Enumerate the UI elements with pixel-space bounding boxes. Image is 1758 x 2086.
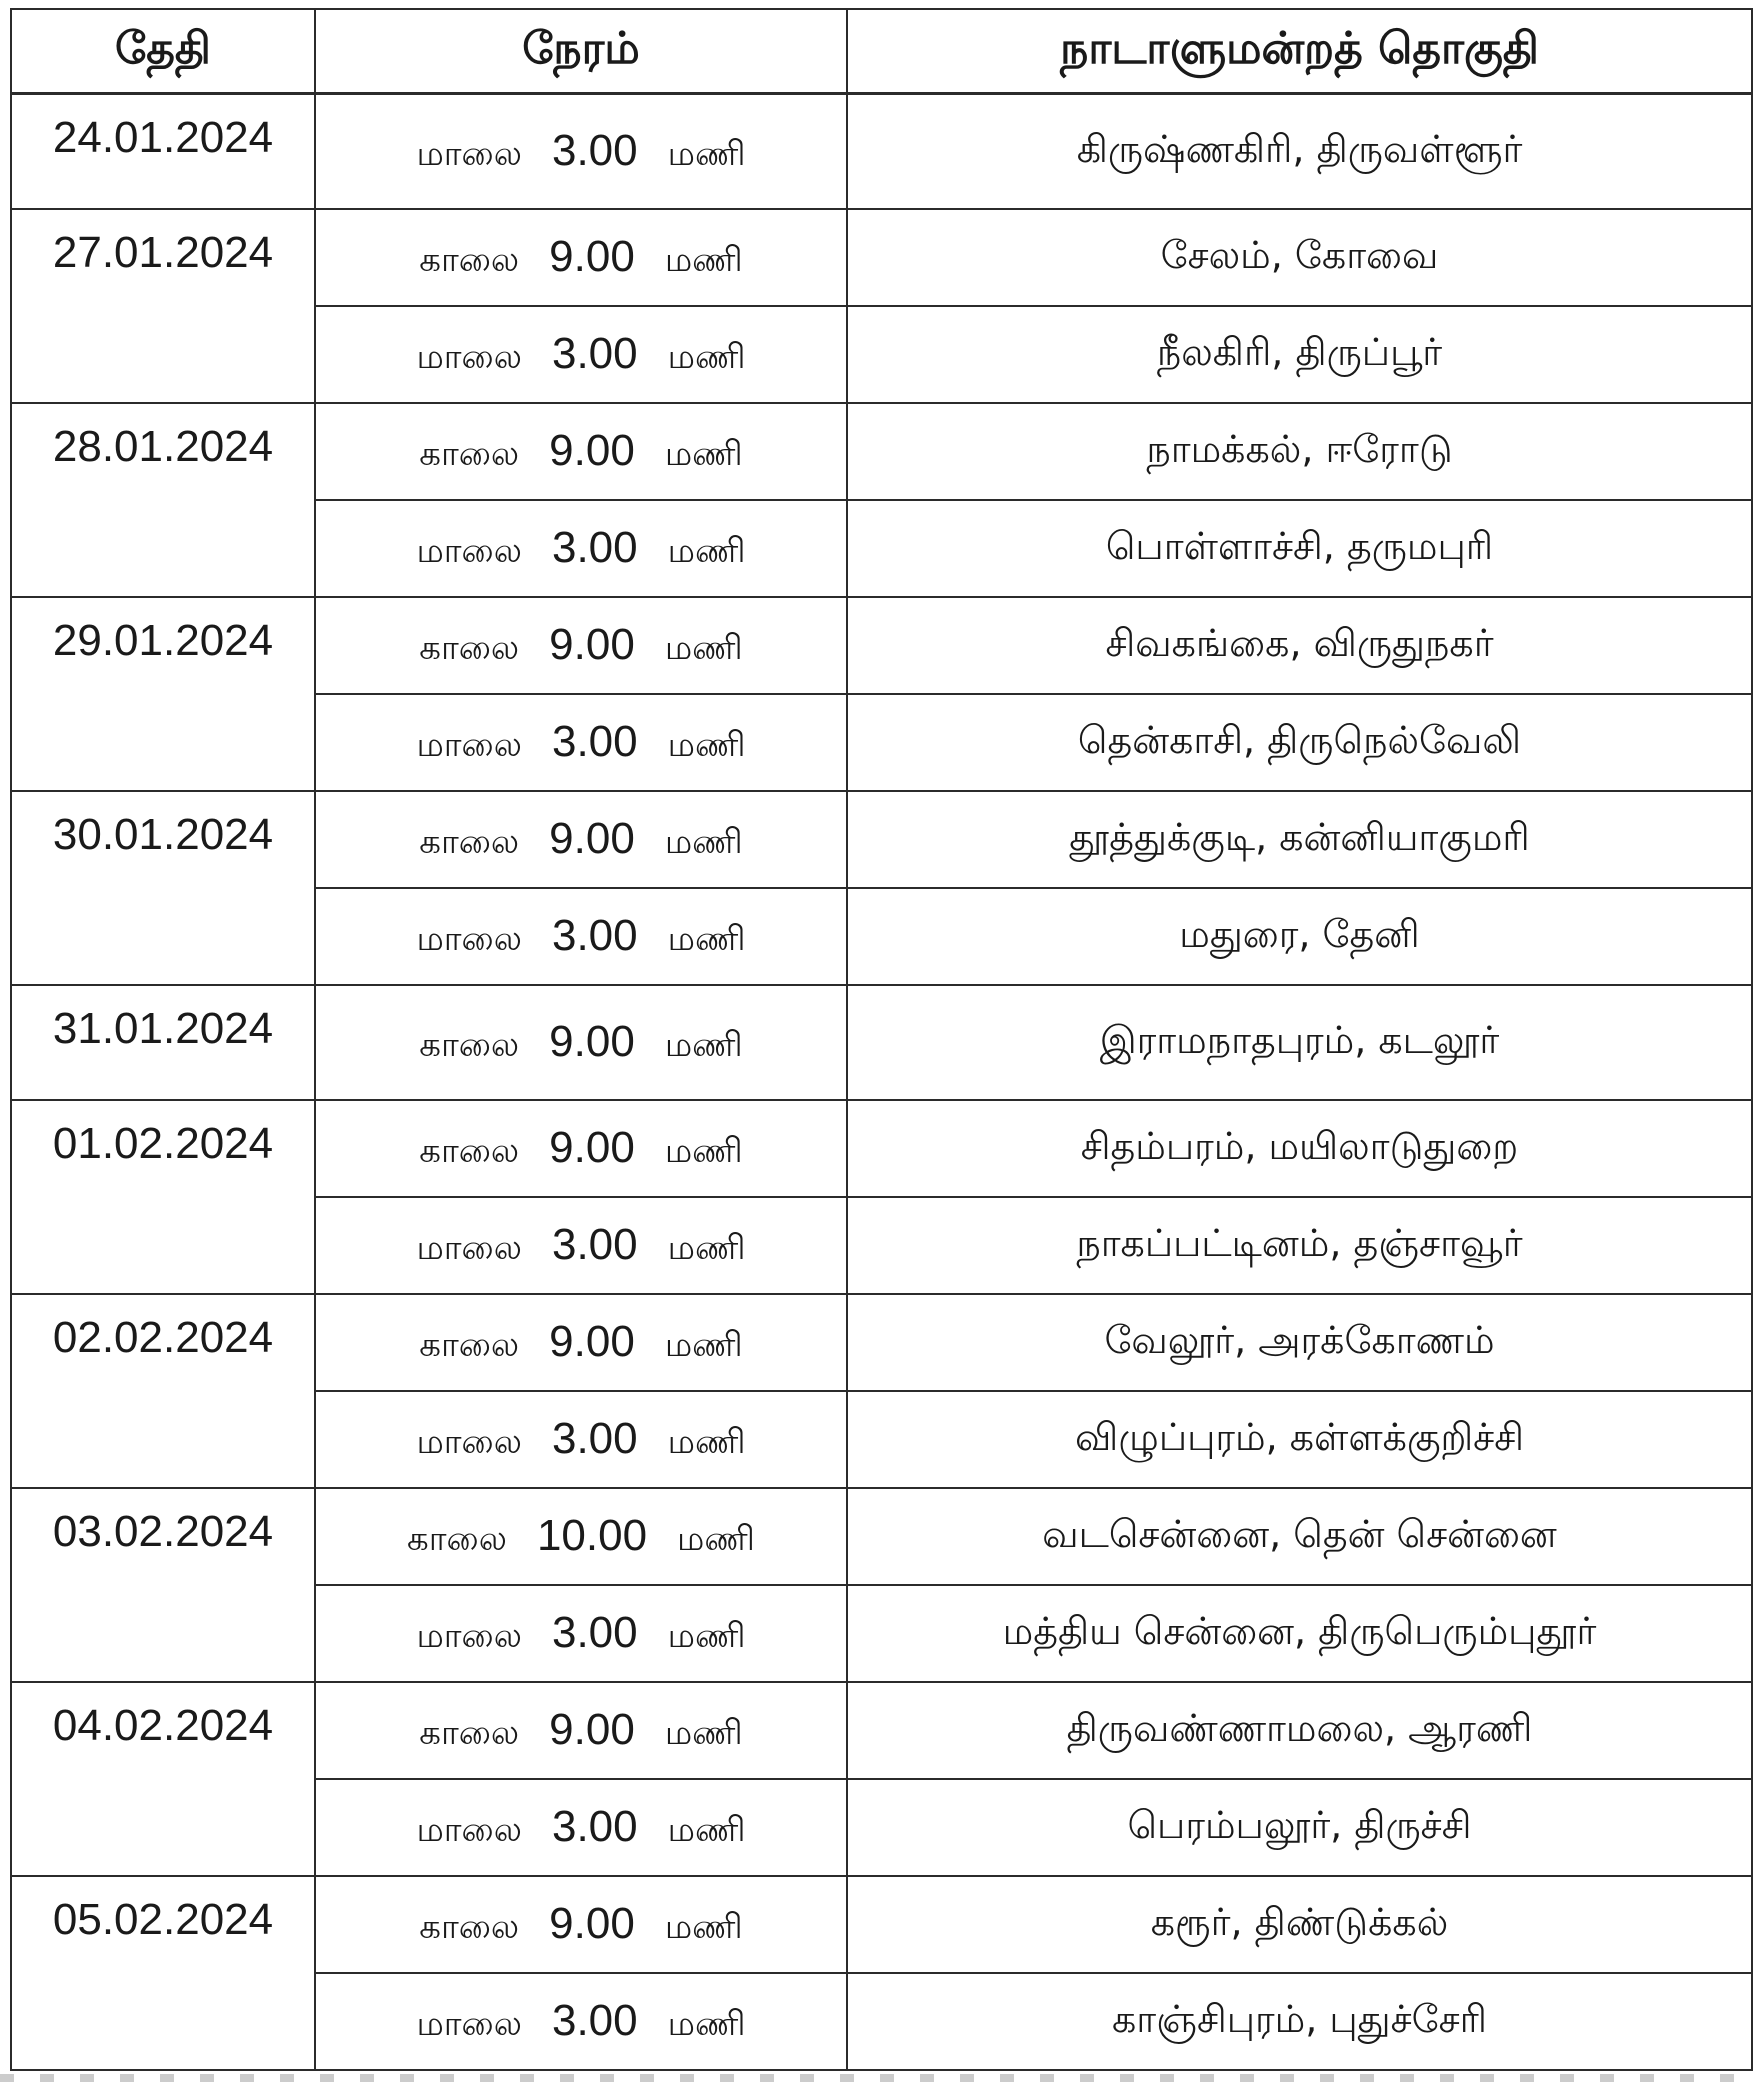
- constituency-cell: தென்காசி, திருநெல்வேலி: [847, 694, 1752, 791]
- header-row: [11, 9, 1752, 94]
- constituency-cell: தூத்துக்குடி, கன்னியாகுமரி: [847, 791, 1752, 888]
- constituency-cell: சேலம், கோவை: [847, 209, 1752, 306]
- table-row: [11, 1876, 1752, 1973]
- time-unit: மணி: [664, 433, 743, 474]
- constituency-cell: திருவண்ணாமலை, ஆரணி: [847, 1682, 1752, 1779]
- constituency-cell: பொள்ளாச்சி, தருமபுரி: [847, 500, 1752, 597]
- time-period: காலை: [419, 433, 520, 474]
- time-clock: 3.00: [551, 1607, 638, 1657]
- constituency-cell: விழுப்புரம், கள்ளக்குறிச்சி: [847, 1391, 1752, 1488]
- time-clock: 9.00: [549, 619, 635, 669]
- date-cell: 31.01.2024: [11, 985, 315, 1100]
- time-unit: மணி: [667, 1809, 746, 1850]
- constituency-cell: வேலூர், அரக்கோணம்: [847, 1294, 1752, 1391]
- header-time: நேரம்: [315, 9, 847, 94]
- time-clock: 10.00: [536, 1510, 648, 1560]
- time-unit: மணி: [664, 1324, 743, 1365]
- constituency-cell: சிதம்பரம், மயிலாடுதுறை: [847, 1100, 1752, 1197]
- header-date: தேதி: [11, 9, 315, 94]
- time-period: மாலை: [416, 1421, 522, 1462]
- time-cell: [315, 94, 847, 210]
- table-row: [11, 791, 1752, 888]
- time-period: மாலை: [416, 918, 522, 959]
- time-cell: [315, 500, 847, 597]
- date-cell: 30.01.2024: [11, 791, 315, 985]
- time-clock: 3.00: [551, 716, 638, 766]
- time-clock: 3.00: [551, 1219, 638, 1269]
- date-cell: 04.02.2024: [11, 1682, 315, 1876]
- time-unit: மணி: [664, 821, 743, 862]
- time-clock: 3.00: [551, 910, 638, 960]
- time-cell: [315, 694, 847, 791]
- time-period: காலை: [407, 1518, 507, 1559]
- date-cell: 27.01.2024: [11, 209, 315, 403]
- constituency-cell: கரூர், திண்டுக்கல்: [847, 1876, 1752, 1973]
- time-clock: 9.00: [549, 1704, 635, 1754]
- constituency-cell: நாகப்பட்டினம், தஞ்சாவூர்: [847, 1197, 1752, 1294]
- time-unit: மணி: [664, 239, 743, 280]
- time-clock: 9.00: [549, 1016, 635, 1066]
- time-clock: 9.00: [549, 1316, 635, 1366]
- constituency-cell: பெரம்பலூர், திருச்சி: [847, 1779, 1752, 1876]
- constituency-cell: காஞ்சிபுரம், புதுச்சேரி: [847, 1973, 1752, 2070]
- time-unit: மணி: [667, 2003, 746, 2044]
- time-cell: [315, 1973, 847, 2070]
- date-cell: 03.02.2024: [11, 1488, 315, 1682]
- time-period: மாலை: [416, 133, 522, 174]
- time-clock: 3.00: [551, 522, 638, 572]
- time-period: மாலை: [416, 336, 522, 377]
- time-clock: 3.00: [551, 1995, 638, 2045]
- table-row: [11, 1488, 1752, 1585]
- time-unit: மணி: [667, 918, 746, 959]
- time-period: காலை: [419, 627, 520, 668]
- time-cell: [315, 1197, 847, 1294]
- time-clock: 9.00: [549, 231, 635, 281]
- time-unit: மணி: [667, 1421, 746, 1462]
- time-unit: மணி: [667, 336, 746, 377]
- time-cell: [315, 888, 847, 985]
- table-body: [11, 94, 1752, 2071]
- constituency-cell: நீலகிரி, திருப்பூர்: [847, 306, 1752, 403]
- table-row: [11, 1100, 1752, 1197]
- time-period: மாலை: [416, 1809, 522, 1850]
- time-cell: [315, 791, 847, 888]
- date-cell: 01.02.2024: [11, 1100, 315, 1294]
- time-clock: 9.00: [549, 1898, 635, 1948]
- time-period: மாலை: [416, 1227, 522, 1268]
- table-row: [11, 1682, 1752, 1779]
- time-period: காலை: [419, 1324, 520, 1365]
- date-cell: 29.01.2024: [11, 597, 315, 791]
- time-cell: [315, 985, 847, 1100]
- table-header: [11, 9, 1752, 94]
- table-row: [11, 94, 1752, 210]
- time-period: காலை: [419, 1906, 520, 1947]
- date-cell: 02.02.2024: [11, 1294, 315, 1488]
- time-cell: [315, 1585, 847, 1682]
- time-unit: மணி: [664, 1130, 743, 1171]
- constituency-cell: கிருஷ்ணகிரி, திருவள்ளூர்: [847, 94, 1752, 210]
- table-row: [11, 1294, 1752, 1391]
- time-cell: [315, 209, 847, 306]
- bottom-scan-rule: [0, 2074, 1758, 2082]
- time-unit: மணி: [667, 1227, 746, 1268]
- table-row: [11, 209, 1752, 306]
- time-cell: [315, 1488, 847, 1585]
- schedule-table: [10, 8, 1753, 2071]
- time-cell: [315, 1391, 847, 1488]
- time-unit: மணி: [664, 627, 743, 668]
- time-period: காலை: [419, 821, 520, 862]
- constituency-cell: மதுரை, தேனி: [847, 888, 1752, 985]
- table-row: [11, 985, 1752, 1100]
- time-unit: மணி: [664, 1712, 743, 1753]
- constituency-cell: சிவகங்கை, விருதுநகர்: [847, 597, 1752, 694]
- time-cell: [315, 1294, 847, 1391]
- time-cell: [315, 403, 847, 500]
- header-constituency: நாடாளுமன்றத் தொகுதி: [847, 9, 1752, 94]
- constituency-cell: நாமக்கல், ஈரோடு: [847, 403, 1752, 500]
- time-unit: மணி: [664, 1906, 743, 1947]
- time-unit: மணி: [677, 1518, 755, 1559]
- time-unit: மணி: [664, 1024, 743, 1065]
- time-clock: 9.00: [549, 1122, 635, 1172]
- time-clock: 9.00: [549, 813, 635, 863]
- time-unit: மணி: [667, 724, 746, 765]
- time-unit: மணி: [667, 133, 746, 174]
- time-period: மாலை: [416, 724, 522, 765]
- time-clock: 9.00: [549, 425, 635, 475]
- table-row: [11, 403, 1752, 500]
- time-period: மாலை: [416, 1615, 522, 1656]
- time-cell: [315, 1682, 847, 1779]
- time-period: மாலை: [416, 2003, 522, 2044]
- constituency-cell: வடசென்னை, தென் சென்னை: [847, 1488, 1752, 1585]
- time-period: காலை: [419, 1130, 520, 1171]
- time-period: காலை: [419, 239, 520, 280]
- time-clock: 3.00: [551, 328, 638, 378]
- constituency-cell: மத்திய சென்னை, திருபெரும்புதூர்: [847, 1585, 1752, 1682]
- time-clock: 3.00: [551, 1413, 638, 1463]
- date-cell: 28.01.2024: [11, 403, 315, 597]
- time-unit: மணி: [667, 1615, 746, 1656]
- date-cell: 05.02.2024: [11, 1876, 315, 2070]
- date-cell: 24.01.2024: [11, 94, 315, 210]
- time-cell: [315, 306, 847, 403]
- time-cell: [315, 1876, 847, 1973]
- table-row: [11, 597, 1752, 694]
- time-cell: [315, 597, 847, 694]
- time-period: மாலை: [416, 530, 522, 571]
- time-clock: 3.00: [551, 1801, 638, 1851]
- time-cell: [315, 1100, 847, 1197]
- time-unit: மணி: [667, 530, 746, 571]
- time-period: காலை: [419, 1024, 520, 1065]
- time-period: காலை: [419, 1712, 520, 1753]
- time-clock: 3.00: [551, 125, 638, 175]
- time-cell: [315, 1779, 847, 1876]
- constituency-cell: இராமநாதபுரம், கடலூர்: [847, 985, 1752, 1100]
